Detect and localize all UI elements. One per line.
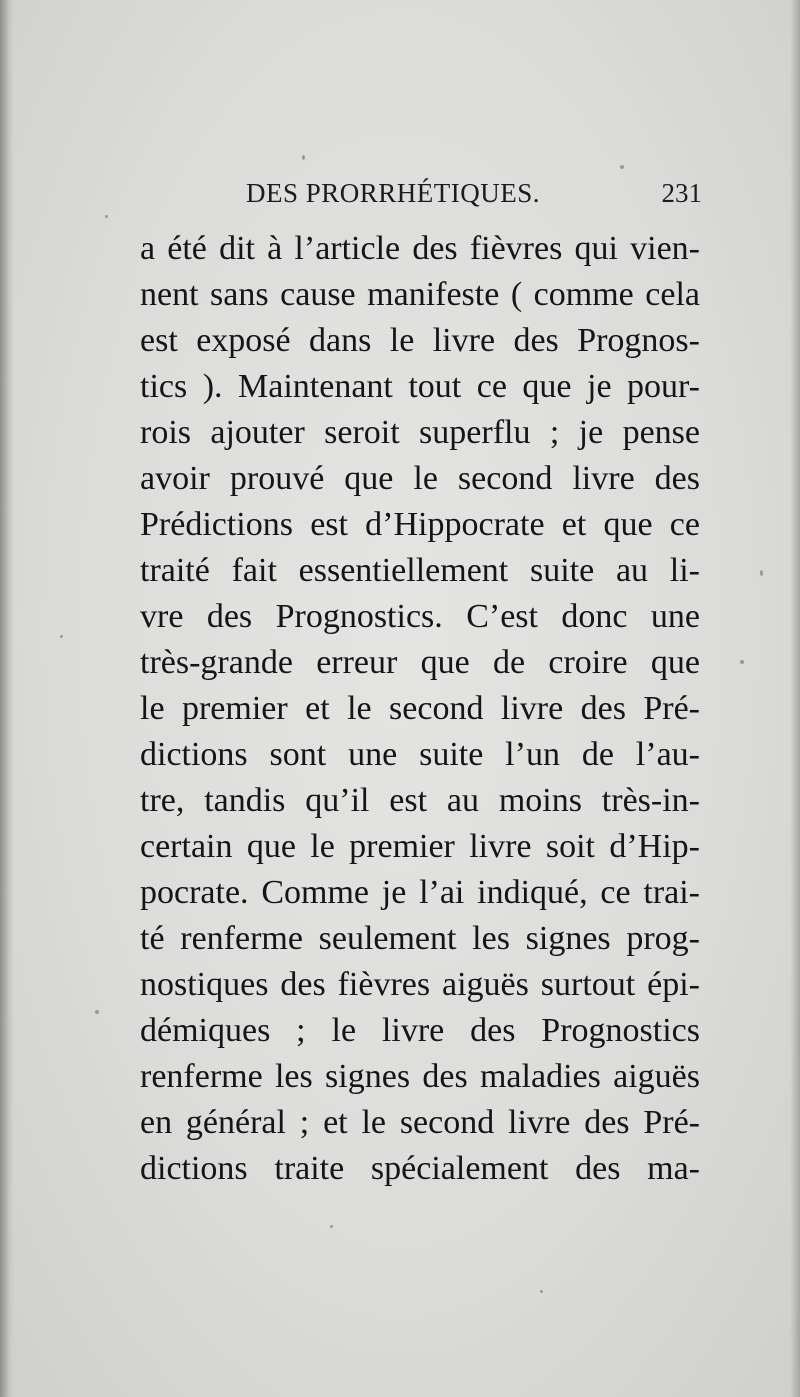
text-line: traité fait essentiellement suite au li- [140,552,700,589]
text-line: Prédictions est d’Hippocrate et que ce [140,506,700,543]
page-number: 231 [661,178,702,208]
text-line: démiques ; le livre des Prognostics [140,1012,700,1049]
text-line: nent sans cause manifeste ( comme cela [140,276,700,313]
text-line: vre des Prognostics. C’est donc une [140,598,700,635]
text-line: très-grande erreur que de croire que [140,644,700,681]
paper-speck [105,215,108,218]
text-line: té renferme seulement les signes prog- [140,920,700,957]
text-line: avoir prouvé que le second livre des [140,460,700,497]
body-text [140,226,700,1192]
running-title: DES PRORRHÉTIQUES. [246,178,541,208]
text-line: renferme les signes des maladies aiguës [140,1058,700,1095]
text-line: dictions traite spécialement des ma- [140,1150,700,1187]
page-header [140,178,712,218]
text-line: pocrate. Comme je l’ai indiqué, ce trai- [140,874,700,911]
paper-speck [330,1225,333,1228]
paper-speck [740,660,744,664]
text-line: tics ). Maintenant tout ce que je pour- [140,368,700,405]
paper-speck [540,1290,543,1293]
paper-speck [620,165,624,169]
text-line: a été dit à l’article des fièvres qui vien- [140,230,700,267]
paper-speck [95,1010,99,1014]
paper-speck [60,635,63,638]
text-line: est exposé dans le livre des Prognos- [140,322,700,359]
paper-speck [760,570,763,576]
text-line: en général ; et le second livre des Pré- [140,1104,700,1141]
paper-speck [302,155,305,160]
text-line: rois ajouter seroit superflu ; je pense [140,414,700,451]
page-shadow-left [0,0,14,1397]
text-line: dictions sont une suite l’un de l’au- [140,736,700,773]
text-line: tre, tandis qu’il est au moins très-in- [140,782,700,819]
text-line: nostiques des fièvres aiguës surtout épi- [140,966,700,1003]
text-line: le premier et le second livre des Pré- [140,690,700,727]
text-line: certain que le premier livre soit d’Hip- [140,828,700,865]
page-shadow-right [790,0,800,1397]
